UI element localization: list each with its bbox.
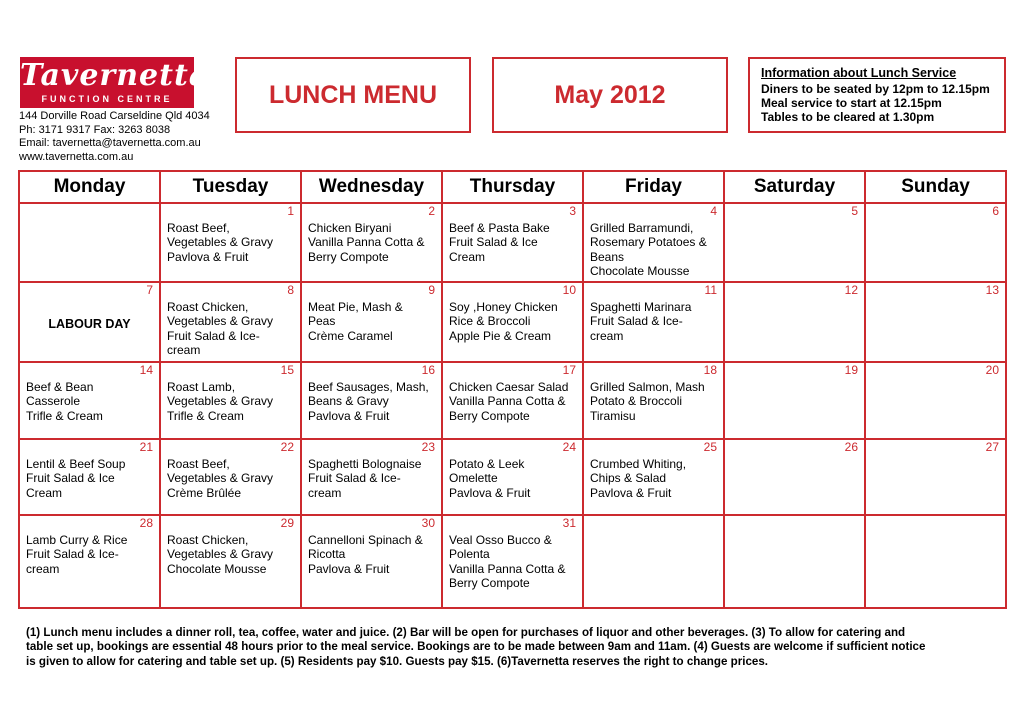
calendar-body <box>19 203 1006 608</box>
calendar-day-cell <box>583 282 724 362</box>
day-number: 31 <box>562 516 576 530</box>
menu-item-line: Beans & Gravy <box>308 394 389 409</box>
day-number: 20 <box>985 363 999 377</box>
menu-item-line: Pavlova & Fruit <box>308 408 390 423</box>
daily-menu <box>308 457 435 500</box>
menu-item-line: Chocolate Mousse <box>590 264 690 279</box>
calendar-day-cell <box>442 515 583 608</box>
calendar-day-cell <box>19 439 160 515</box>
menu-item-line: Crème Caramel <box>308 328 393 343</box>
calendar-day-cell <box>160 439 301 515</box>
day-number: 19 <box>844 363 858 377</box>
menu-month: May 2012 <box>492 57 728 133</box>
menu-item-line: Lamb Curry & Rice <box>26 533 128 547</box>
menu-item-line: Vegetables & Gravy <box>167 314 274 329</box>
menu-item-line: Grilled Salmon, Mash <box>590 380 705 394</box>
menu-item-line: Vegetables & Gravy <box>167 547 274 562</box>
day-number: 4 <box>710 204 717 218</box>
calendar-week-row <box>19 282 1006 362</box>
weekday-header: Saturday <box>724 171 865 203</box>
calendar-day-cell <box>583 203 724 282</box>
menu-item-line: Fruit Salad & Ice <box>449 235 538 250</box>
calendar-day-cell <box>160 362 301 439</box>
calendar-day-cell <box>160 203 301 282</box>
daily-menu <box>449 380 576 423</box>
day-number: 29 <box>280 516 294 530</box>
menu-item-line: Omelette <box>449 471 498 486</box>
day-number <box>26 204 153 218</box>
menu-item-line: Pavlova & Fruit <box>449 485 531 500</box>
calendar-week-row <box>19 515 1006 608</box>
calendar-day-cell <box>442 439 583 515</box>
menu-item-line: Tiramisu <box>590 408 636 423</box>
calendar-day-cell <box>160 515 301 608</box>
footer-notes <box>26 626 1002 669</box>
menu-item-line: Roast Chicken, <box>167 300 249 314</box>
menu-item-line: Pavlova & Fruit <box>590 485 672 500</box>
menu-item-line: Lentil & Beef Soup <box>26 457 126 471</box>
menu-item-line: Vanilla Panna Cotta & <box>449 561 566 576</box>
weekday-header: Wednesday <box>301 171 442 203</box>
day-number: 9 <box>428 283 435 297</box>
calendar-day-cell <box>301 203 442 282</box>
daily-menu <box>590 300 717 343</box>
daily-menu <box>26 380 153 423</box>
menu-item-line: Berry Compote <box>449 576 530 591</box>
menu-item-line: Berry Compote <box>449 408 530 423</box>
calendar-day-cell <box>865 515 1006 608</box>
day-number: 12 <box>844 283 858 297</box>
calendar-day-cell <box>724 282 865 362</box>
day-number: 6 <box>992 204 999 218</box>
logo-subtitle: FUNCTION CENTRE <box>41 94 173 104</box>
menu-item-line: Chicken Caesar Salad <box>449 380 569 394</box>
day-number <box>731 516 858 530</box>
menu-item-line: Vegetables & Gravy <box>167 235 274 250</box>
menu-item-line: cream <box>590 328 624 343</box>
day-number: 24 <box>562 440 576 454</box>
calendar-day-cell <box>442 362 583 439</box>
daily-menu <box>308 533 435 576</box>
day-number <box>872 516 999 530</box>
menu-item-line: Veal Osso Bucco & <box>449 533 552 547</box>
menu-item-line: Fruit Salad & Ice- <box>26 547 119 562</box>
menu-item-line: Spaghetti Bolognaise <box>308 457 422 471</box>
day-number: 17 <box>562 363 576 377</box>
daily-menu <box>308 380 435 423</box>
menu-item-line: Vegetables & Gravy <box>167 471 274 486</box>
day-number: 30 <box>421 516 435 530</box>
day-number: 15 <box>280 363 294 377</box>
menu-item-line: Cannelloni Spinach & <box>308 533 423 547</box>
service-info-line: Meal service to start at 12.15pm <box>761 96 942 110</box>
day-number: 10 <box>562 283 576 297</box>
daily-menu <box>449 221 576 264</box>
menu-item-line: Cream <box>26 485 63 500</box>
menu-item-line: Fruit Salad & Ice- <box>308 471 401 486</box>
menu-title: LUNCH MENU <box>235 57 471 133</box>
calendar-day-cell <box>724 439 865 515</box>
calendar-day-cell <box>19 282 160 362</box>
menu-item-line: Beef & Bean <box>26 380 94 394</box>
day-number: 13 <box>985 283 999 297</box>
contact-website: www.tavernetta.com.au <box>19 150 134 163</box>
menu-item-line: Rice & Broccoli <box>449 314 531 329</box>
calendar-day-cell <box>19 362 160 439</box>
public-holiday-label: LABOUR DAY <box>48 317 131 331</box>
calendar-day-cell <box>583 515 724 608</box>
calendar-day-cell <box>301 282 442 362</box>
calendar-day-cell <box>724 362 865 439</box>
calendar-day-cell <box>442 282 583 362</box>
day-number: 2 <box>428 204 435 218</box>
weekday-header: Monday <box>19 171 160 203</box>
menu-item-line: Chicken Biryani <box>308 221 392 235</box>
day-number: 23 <box>421 440 435 454</box>
menu-item-line: Chocolate Mousse <box>167 561 267 576</box>
weekday-header: Thursday <box>442 171 583 203</box>
menu-item-line: Roast Beef, <box>167 221 230 235</box>
daily-menu <box>167 457 294 500</box>
calendar-week-row <box>19 439 1006 515</box>
calendar-table <box>18 170 1007 609</box>
menu-item-line: Fruit Salad & Ice <box>26 471 115 486</box>
daily-menu <box>449 300 576 343</box>
day-number <box>590 516 717 530</box>
contact-block <box>19 110 210 164</box>
menu-item-line: Chips & Salad <box>590 471 667 486</box>
menu-item-line: Beans <box>590 249 625 264</box>
menu-item-line: Potato & Leek <box>449 457 525 471</box>
footer-note-line: table set up, bookings are essential 48 hours prior to the meal service. Bookings are to be made between 9am and 11am. (4) Guests are welcome if sufficient notice <box>26 640 926 654</box>
menu-item-line: Cream <box>449 249 486 264</box>
menu-item-line: Berry Compote <box>308 249 389 264</box>
daily-menu <box>167 533 294 576</box>
calendar-day-cell <box>19 515 160 608</box>
day-number: 14 <box>139 363 153 377</box>
day-number: 21 <box>139 440 153 454</box>
menu-item-line: Vanilla Panna Cotta & <box>449 394 566 409</box>
menu-item-line: Potato & Broccoli <box>590 394 683 409</box>
menu-item-line: Roast Chicken, <box>167 533 249 547</box>
menu-item-line: Fruit Salad & Ice- <box>167 328 260 343</box>
daily-menu <box>308 300 435 343</box>
menu-item-line: cream <box>26 561 60 576</box>
calendar-day-cell <box>160 282 301 362</box>
calendar-day-cell <box>583 439 724 515</box>
weekday-header: Tuesday <box>160 171 301 203</box>
menu-item-line: cream <box>167 343 201 358</box>
logo-wordmark: Tavernetta <box>20 58 210 93</box>
day-number: 7 <box>146 283 153 297</box>
daily-menu <box>167 300 294 358</box>
daily-menu <box>449 533 576 591</box>
contact-email: Email: tavernetta@tavernetta.com.au <box>19 137 201 150</box>
day-number: 8 <box>287 283 294 297</box>
daily-menu <box>449 457 576 500</box>
day-number: 25 <box>703 440 717 454</box>
menu-item-line: Roast Lamb, <box>167 380 236 394</box>
menu-item-line: Ricotta <box>308 547 346 562</box>
day-number: 1 <box>287 204 294 218</box>
menu-item-line: Beef Sausages, Mash, <box>308 380 429 394</box>
menu-item-line: Pavlova & Fruit <box>308 561 390 576</box>
menu-item-line: Trifle & Cream <box>167 408 244 423</box>
day-number: 27 <box>985 440 999 454</box>
day-number: 18 <box>703 363 717 377</box>
daily-menu <box>26 533 153 576</box>
calendar-day-cell <box>724 203 865 282</box>
weekday-header: Friday <box>583 171 724 203</box>
menu-item-line: Beef & Pasta Bake <box>449 221 550 235</box>
calendar-week-row <box>19 203 1006 282</box>
menu-item-line: Crème Brûlée <box>167 485 242 500</box>
menu-item-line: Casserole <box>26 394 81 409</box>
calendar-day-cell <box>583 362 724 439</box>
calendar-day-cell <box>865 203 1006 282</box>
daily-menu <box>167 380 294 423</box>
footer-note-line: is given to allow for catering and table set up. (5) Residents pay $10. Guests pay $15. (6)Tavernetta reserves the right to change prices. <box>26 654 769 668</box>
calendar-day-cell <box>301 439 442 515</box>
menu-item-line: cream <box>308 485 342 500</box>
menu-item-line: Roast Beef, <box>167 457 230 471</box>
calendar-day-cell <box>865 439 1006 515</box>
day-number: 11 <box>704 283 717 297</box>
service-info-line: Tables to be cleared at 1.30pm <box>761 110 935 124</box>
menu-item-line: Crumbed Whiting, <box>590 457 687 471</box>
menu-item-line: Vanilla Panna Cotta & <box>308 235 425 250</box>
service-info-box <box>748 57 1006 133</box>
day-number: 5 <box>851 204 858 218</box>
calendar-day-cell <box>301 515 442 608</box>
calendar-day-cell <box>724 515 865 608</box>
daily-menu <box>26 457 153 500</box>
service-info-title: Information about Lunch Service <box>761 66 957 80</box>
day-number: 26 <box>844 440 858 454</box>
menu-item-line: Vegetables & Gravy <box>167 394 274 409</box>
menu-item-line: Pavlova & Fruit <box>167 249 249 264</box>
calendar-week-row <box>19 362 1006 439</box>
menu-item-line: Soy ,Honey Chicken <box>449 300 558 314</box>
contact-address: 144 Dorville Road Carseldine Qld 4034 <box>19 110 210 122</box>
daily-menu <box>590 457 717 500</box>
day-number: 16 <box>421 363 435 377</box>
menu-item-line: Trifle & Cream <box>26 408 103 423</box>
calendar-day-cell <box>865 362 1006 439</box>
menu-item-line: Spaghetti Marinara <box>590 300 692 314</box>
menu-item-line: Rosemary Potatoes & <box>590 235 707 250</box>
daily-menu <box>167 221 294 264</box>
daily-menu <box>590 221 717 279</box>
menu-item-line: Peas <box>308 314 336 329</box>
menu-item-line: Fruit Salad & Ice- <box>590 314 683 329</box>
contact-phone: Ph: 3171 9317 Fax: 3263 8038 <box>19 123 171 136</box>
weekday-header-row <box>19 171 1006 203</box>
calendar-day-cell <box>865 282 1006 362</box>
calendar-day-cell <box>442 203 583 282</box>
footer-note-line: (1) Lunch menu includes a dinner roll, tea, coffee, water and juice. (2) Bar will be open for purchases of liquor and other beverages. (3) To allow for catering and <box>26 626 906 639</box>
service-info-line: Diners to be seated by 12pm to 12.15pm <box>761 82 990 96</box>
menu-item-line: Meat Pie, Mash & <box>308 300 403 314</box>
day-number: 28 <box>139 516 153 530</box>
calendar-day-cell <box>19 203 160 282</box>
calendar-day-cell <box>301 362 442 439</box>
menu-item-line: Polenta <box>449 547 490 562</box>
tavernetta-logo <box>20 57 210 108</box>
weekday-header: Sunday <box>865 171 1006 203</box>
daily-menu <box>308 221 435 264</box>
menu-item-line: Apple Pie & Cream <box>449 328 552 343</box>
day-number: 22 <box>280 440 294 454</box>
day-number: 3 <box>569 204 576 218</box>
daily-menu <box>590 380 717 423</box>
menu-item-line: Grilled Barramundi, <box>590 221 694 235</box>
